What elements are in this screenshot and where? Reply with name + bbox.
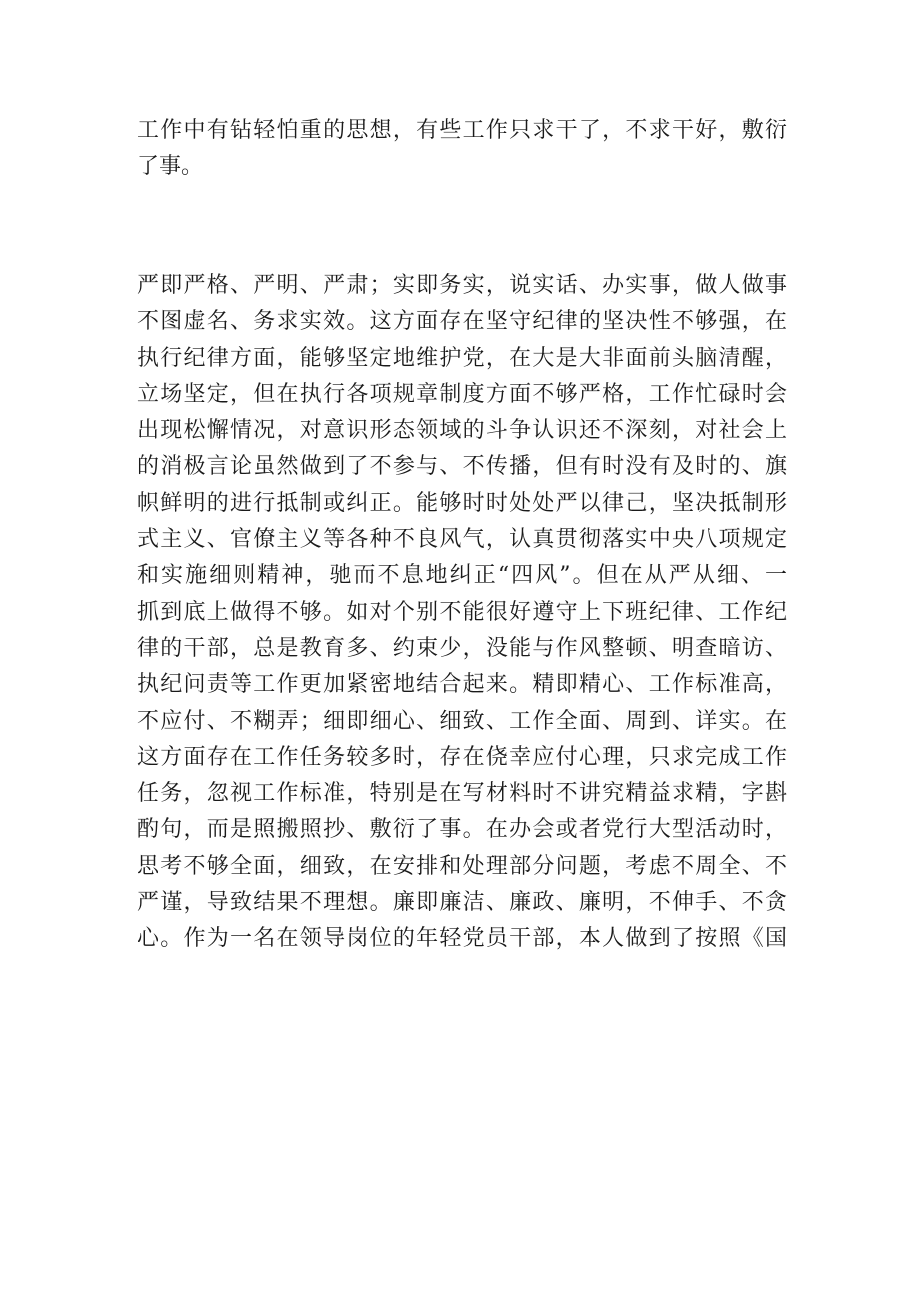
text-line: 这方面存在工作任务较多时，存在侥幸应付心理，只求完成工作: [137, 744, 787, 770]
text-line: 思考不够全面，细致，在安排和处理部分问题，考虑不周全、不: [137, 853, 787, 879]
text-line: 了事。: [137, 154, 204, 180]
paragraph-continuation: [137, 113, 787, 186]
text-line: 不图虚名、务求实效。这方面存在坚守纪律的坚决性不够强，在: [137, 309, 787, 335]
text-line: 心。作为一名在领导岗位的年轻党员干部，本人做到了按照《国: [137, 926, 787, 952]
text-line: 立场坚定，但在执行各项规章制度方面不够严格，工作忙碌时会: [137, 381, 787, 407]
text-line: 严谨，导致结果不理想。廉即廉洁、廉政、廉明，不伸手、不贪: [137, 890, 787, 916]
text-line: 帜鲜明的进行抵制或纠正。能够时时处处严以律己，坚决抵制形: [137, 490, 787, 516]
text-line: 和实施细则精神，驰而不息地纠正“四风”。但在从严从细、一: [137, 563, 787, 589]
text-line: 执纪问责等工作更加紧密地结合起来。精即精心、工作标准高，: [137, 672, 787, 698]
text-line: 工作中有钻轻怕重的思想，有些工作只求干了，不求干好，敷衍: [137, 118, 787, 143]
text-line: 出现松懈情况，对意识形态领域的斗争认识还不深刻，对社会上: [137, 418, 787, 444]
paragraph-main: [137, 268, 787, 958]
text-line: 抓到底上做得不够。如对个别不能很好遵守上下班纪律、工作纪: [137, 599, 787, 625]
text-line: 式主义、官僚主义等各种不良风气，认真贯彻落实中央八项规定: [137, 527, 787, 553]
text-line: 执行纪律方面，能够坚定地维护党，在大是大非面前头脑清醒，: [137, 345, 787, 371]
text-line: 严即严格、严明、严肃；实即务实，说实话、办实事，做人做事: [137, 273, 787, 298]
text-line: 任务，忽视工作标准，特别是在写材料时不讲究精益求精，字斟: [137, 781, 787, 807]
text-line: 酌句，而是照搬照抄、敷衍了事。在办会或者党行大型活动时，: [137, 817, 787, 843]
text-line: 律的干部，总是教育多、约束少，没能与作风整顿、明查暗访、: [137, 635, 787, 661]
text-line: 不应付、不糊弄；细即细心、细致、工作全面、周到、详实。在: [137, 708, 787, 734]
text-line: 的消极言论虽然做到了不参与、不传播，但有时没有及时的、旗: [137, 454, 787, 480]
